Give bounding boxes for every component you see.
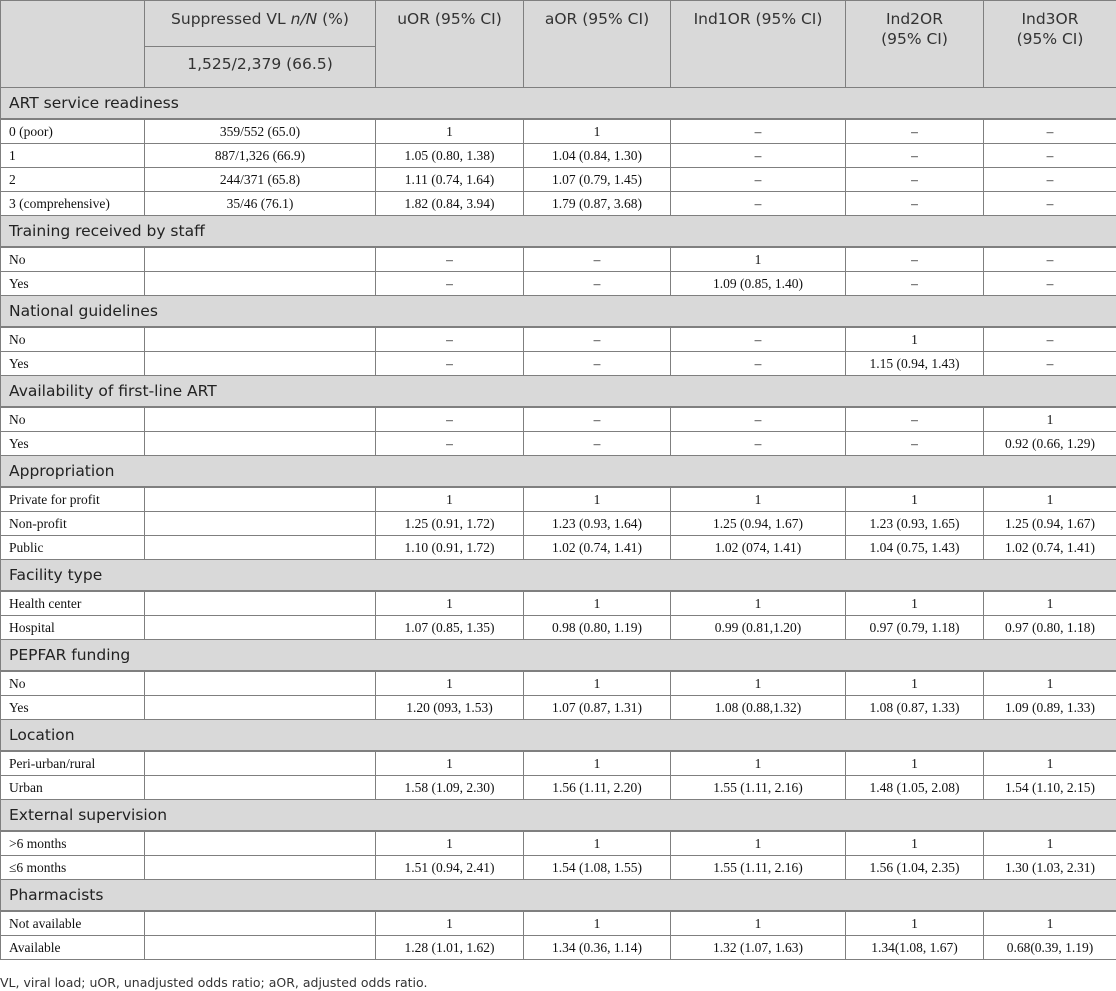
group-header-row <box>1 456 1116 488</box>
ind1or-cell: 1.09 (0.85, 1.40) <box>671 272 846 296</box>
row-label: ≤6 months <box>1 856 145 880</box>
group-header-row <box>1 560 1116 592</box>
uor-cell: 1 <box>376 671 524 696</box>
ind1or-cell: 1.02 (074, 1.41) <box>671 536 846 560</box>
uor-cell: 1.05 (0.80, 1.38) <box>376 144 524 168</box>
table-row <box>1 776 1116 800</box>
group-header-row <box>1 216 1116 248</box>
header-suppressed-vl: Suppressed VL n/N (%) <box>145 1 376 47</box>
table-row <box>1 327 1116 352</box>
ind2or-cell: – <box>846 168 984 192</box>
table-header <box>1 1 1116 88</box>
ind2or-cell: 1.48 (1.05, 2.08) <box>846 776 984 800</box>
suppressed-vl-cell <box>145 407 376 432</box>
table-row <box>1 352 1116 376</box>
aor-cell: 1.04 (0.84, 1.30) <box>524 144 671 168</box>
suppressed-vl-cell <box>145 352 376 376</box>
aor-cell: – <box>524 432 671 456</box>
table-row <box>1 119 1116 144</box>
suppressed-vl-cell <box>145 936 376 960</box>
ind1or-cell: – <box>671 168 846 192</box>
ind2or-cell: 1 <box>846 671 984 696</box>
group-header-row <box>1 376 1116 408</box>
ind2or-cell: – <box>846 119 984 144</box>
ind3or-cell: 1 <box>984 407 1116 432</box>
ind1or-cell: 1 <box>671 247 846 272</box>
table-row <box>1 671 1116 696</box>
ind3or-cell: – <box>984 144 1116 168</box>
ind1or-cell: 1 <box>671 591 846 616</box>
suppressed-vl-cell <box>145 536 376 560</box>
aor-cell: 1.02 (0.74, 1.41) <box>524 536 671 560</box>
row-label: Public <box>1 536 145 560</box>
group-title: Training received by staff <box>1 216 1116 248</box>
row-label: >6 months <box>1 831 145 856</box>
aor-cell: 1 <box>524 911 671 936</box>
ind1or-cell: – <box>671 144 846 168</box>
uor-cell: 1.51 (0.94, 2.41) <box>376 856 524 880</box>
row-label: Not available <box>1 911 145 936</box>
ind1or-cell: 1.55 (1.11, 2.16) <box>671 856 846 880</box>
table-row <box>1 936 1116 960</box>
ind2or-cell: 1 <box>846 591 984 616</box>
ind2or-cell: 1.04 (0.75, 1.43) <box>846 536 984 560</box>
suppressed-vl-cell <box>145 247 376 272</box>
header-aor: aOR (95% CI) <box>524 1 671 88</box>
row-label: 2 <box>1 168 145 192</box>
row-label: Yes <box>1 696 145 720</box>
group-title: Appropriation <box>1 456 1116 488</box>
group-title: External supervision <box>1 800 1116 832</box>
ind2or-cell: 1.34(1.08, 1.67) <box>846 936 984 960</box>
uor-cell: – <box>376 272 524 296</box>
table-row <box>1 192 1116 216</box>
ind3or-cell: 1 <box>984 487 1116 512</box>
suppressed-vl-cell <box>145 487 376 512</box>
aor-cell: – <box>524 272 671 296</box>
aor-cell: 1.23 (0.93, 1.64) <box>524 512 671 536</box>
ind1or-cell: – <box>671 432 846 456</box>
uor-cell: – <box>376 432 524 456</box>
group-title: Facility type <box>1 560 1116 592</box>
table-row <box>1 512 1116 536</box>
group-title: Availability of first-line ART <box>1 376 1116 408</box>
ind2or-cell: 1 <box>846 831 984 856</box>
ind1or-cell: 1.32 (1.07, 1.63) <box>671 936 846 960</box>
uor-cell: 1 <box>376 591 524 616</box>
group-header-row <box>1 296 1116 328</box>
ind3or-cell: 1.25 (0.94, 1.67) <box>984 512 1116 536</box>
ind3or-cell: – <box>984 247 1116 272</box>
row-label: Available <box>1 936 145 960</box>
suppressed-vl-cell <box>145 751 376 776</box>
uor-cell: 1.25 (0.91, 1.72) <box>376 512 524 536</box>
table-row <box>1 751 1116 776</box>
ind2or-cell: 1 <box>846 487 984 512</box>
suppressed-vl-cell: 244/371 (65.8) <box>145 168 376 192</box>
ind2or-cell: – <box>846 247 984 272</box>
ind3or-cell: – <box>984 327 1116 352</box>
ind1or-cell: 1.55 (1.11, 2.16) <box>671 776 846 800</box>
row-label: No <box>1 671 145 696</box>
aor-cell: – <box>524 247 671 272</box>
group-header-row <box>1 800 1116 832</box>
table-row <box>1 487 1116 512</box>
header-ind2or: Ind2OR (95% CI) <box>846 1 984 88</box>
aor-cell: 1 <box>524 591 671 616</box>
uor-cell: 1.82 (0.84, 3.94) <box>376 192 524 216</box>
group-header-row <box>1 88 1116 120</box>
group-header-row <box>1 880 1116 912</box>
ind1or-cell: 1 <box>671 751 846 776</box>
table-row <box>1 856 1116 880</box>
ind1or-cell: – <box>671 192 846 216</box>
ind2or-cell: – <box>846 407 984 432</box>
ind3or-cell: 1.09 (0.89, 1.33) <box>984 696 1116 720</box>
suppressed-vl-cell <box>145 671 376 696</box>
ind2or-cell: – <box>846 144 984 168</box>
uor-cell: 1.28 (1.01, 1.62) <box>376 936 524 960</box>
table-row <box>1 407 1116 432</box>
ind3or-cell: – <box>984 119 1116 144</box>
suppressed-vl-cell <box>145 831 376 856</box>
aor-cell: 1.54 (1.08, 1.55) <box>524 856 671 880</box>
table-row <box>1 168 1116 192</box>
table-body <box>1 88 1116 960</box>
aor-cell: 0.98 (0.80, 1.19) <box>524 616 671 640</box>
ind3or-cell: 1 <box>984 751 1116 776</box>
ind3or-cell: 1.30 (1.03, 2.31) <box>984 856 1116 880</box>
aor-cell: 1 <box>524 487 671 512</box>
uor-cell: 1 <box>376 831 524 856</box>
suppressed-vl-cell <box>145 591 376 616</box>
ind3or-cell: 0.68(0.39, 1.19) <box>984 936 1116 960</box>
ind1or-cell: 1.08 (0.88,1.32) <box>671 696 846 720</box>
aor-cell: – <box>524 327 671 352</box>
uor-cell: 1.20 (093, 1.53) <box>376 696 524 720</box>
ind3or-cell: 1.02 (0.74, 1.41) <box>984 536 1116 560</box>
ind1or-cell: – <box>671 327 846 352</box>
table-row <box>1 272 1116 296</box>
uor-cell: 1.58 (1.09, 2.30) <box>376 776 524 800</box>
ind1or-cell: 1 <box>671 671 846 696</box>
row-label: Hospital <box>1 616 145 640</box>
header-ind3or: Ind3OR (95% CI) <box>984 1 1116 88</box>
ind2or-cell: 1.15 (0.94, 1.43) <box>846 352 984 376</box>
ind2or-cell: 1.56 (1.04, 2.35) <box>846 856 984 880</box>
aor-cell: 1.79 (0.87, 3.68) <box>524 192 671 216</box>
uor-cell: – <box>376 247 524 272</box>
suppressed-vl-cell: 35/46 (76.1) <box>145 192 376 216</box>
suppressed-vl-cell <box>145 616 376 640</box>
uor-cell: 1 <box>376 751 524 776</box>
aor-cell: 1 <box>524 119 671 144</box>
row-label: Yes <box>1 432 145 456</box>
ind3or-cell: 0.92 (0.66, 1.29) <box>984 432 1116 456</box>
table-row <box>1 536 1116 560</box>
table-row <box>1 247 1116 272</box>
row-label: 3 (comprehensive) <box>1 192 145 216</box>
uor-cell: 1 <box>376 119 524 144</box>
ind2or-cell: 1 <box>846 911 984 936</box>
ind1or-cell: 1 <box>671 911 846 936</box>
row-label: Urban <box>1 776 145 800</box>
aor-cell: 1.07 (0.79, 1.45) <box>524 168 671 192</box>
uor-cell: 1 <box>376 911 524 936</box>
suppressed-vl-cell <box>145 272 376 296</box>
suppressed-vl-cell <box>145 856 376 880</box>
ind3or-cell: 1 <box>984 911 1116 936</box>
row-label: No <box>1 407 145 432</box>
suppressed-vl-cell <box>145 432 376 456</box>
ind1or-cell: 1 <box>671 487 846 512</box>
uor-cell: – <box>376 327 524 352</box>
header-uor: uOR (95% CI) <box>376 1 524 88</box>
row-label: Peri-urban/rural <box>1 751 145 776</box>
suppressed-vl-cell <box>145 776 376 800</box>
row-label: Private for profit <box>1 487 145 512</box>
group-title: Location <box>1 720 1116 752</box>
group-title: National guidelines <box>1 296 1116 328</box>
ind3or-cell: 1.54 (1.10, 2.15) <box>984 776 1116 800</box>
row-label: Yes <box>1 272 145 296</box>
group-title: ART service readiness <box>1 88 1116 120</box>
ind3or-cell: 0.97 (0.80, 1.18) <box>984 616 1116 640</box>
suppressed-vl-cell: 887/1,326 (66.9) <box>145 144 376 168</box>
row-label: Health center <box>1 591 145 616</box>
ind2or-cell: 1 <box>846 751 984 776</box>
table-row <box>1 144 1116 168</box>
suppressed-vl-cell <box>145 696 376 720</box>
ind3or-cell: 1 <box>984 591 1116 616</box>
ind1or-cell: – <box>671 407 846 432</box>
header-suppressed-total: 1,525/2,379 (66.5) <box>145 47 376 88</box>
group-title: Pharmacists <box>1 880 1116 912</box>
group-header-row <box>1 640 1116 672</box>
ind3or-cell: 1 <box>984 671 1116 696</box>
aor-cell: – <box>524 352 671 376</box>
ind2or-cell: 1 <box>846 327 984 352</box>
table-row <box>1 432 1116 456</box>
aor-cell: 1 <box>524 751 671 776</box>
table-row <box>1 831 1116 856</box>
table-row <box>1 591 1116 616</box>
ind2or-cell: – <box>846 192 984 216</box>
row-label: Non-profit <box>1 512 145 536</box>
ind2or-cell: – <box>846 272 984 296</box>
suppressed-vl-cell <box>145 911 376 936</box>
row-label: No <box>1 327 145 352</box>
suppressed-vl-cell <box>145 327 376 352</box>
uor-cell: 1.07 (0.85, 1.35) <box>376 616 524 640</box>
row-label: No <box>1 247 145 272</box>
aor-cell: 1.56 (1.11, 2.20) <box>524 776 671 800</box>
ind2or-cell: 0.97 (0.79, 1.18) <box>846 616 984 640</box>
header-ind1or: Ind1OR (95% CI) <box>671 1 846 88</box>
ind3or-cell: – <box>984 352 1116 376</box>
ind1or-cell: 1.25 (0.94, 1.67) <box>671 512 846 536</box>
uor-cell: – <box>376 407 524 432</box>
ind1or-cell: 1 <box>671 831 846 856</box>
header-corner-cell <box>1 1 145 88</box>
ind3or-cell: – <box>984 168 1116 192</box>
aor-cell: 1.34 (0.36, 1.14) <box>524 936 671 960</box>
aor-cell: 1 <box>524 831 671 856</box>
uor-cell: – <box>376 352 524 376</box>
uor-cell: 1 <box>376 487 524 512</box>
uor-cell: 1.11 (0.74, 1.64) <box>376 168 524 192</box>
aor-cell: 1.07 (0.87, 1.31) <box>524 696 671 720</box>
suppressed-vl-cell: 359/552 (65.0) <box>145 119 376 144</box>
table-row <box>1 911 1116 936</box>
aor-cell: – <box>524 407 671 432</box>
ind1or-cell: – <box>671 119 846 144</box>
table-row <box>1 616 1116 640</box>
ind1or-cell: 0.99 (0.81,1.20) <box>671 616 846 640</box>
suppressed-vl-cell <box>145 512 376 536</box>
group-title: PEPFAR funding <box>1 640 1116 672</box>
table-footnote: VL, viral load; uOR, unadjusted odds ratio; aOR, adjusted odds ratio. <box>0 975 428 990</box>
row-label: 1 <box>1 144 145 168</box>
ind2or-cell: – <box>846 432 984 456</box>
ind3or-cell: – <box>984 192 1116 216</box>
row-label: Yes <box>1 352 145 376</box>
row-label: 0 (poor) <box>1 119 145 144</box>
group-header-row <box>1 720 1116 752</box>
ind3or-cell: 1 <box>984 831 1116 856</box>
aor-cell: 1 <box>524 671 671 696</box>
ind2or-cell: 1.08 (0.87, 1.33) <box>846 696 984 720</box>
ind1or-cell: – <box>671 352 846 376</box>
uor-cell: 1.10 (0.91, 1.72) <box>376 536 524 560</box>
ind3or-cell: – <box>984 272 1116 296</box>
ind2or-cell: 1.23 (0.93, 1.65) <box>846 512 984 536</box>
table-row <box>1 696 1116 720</box>
